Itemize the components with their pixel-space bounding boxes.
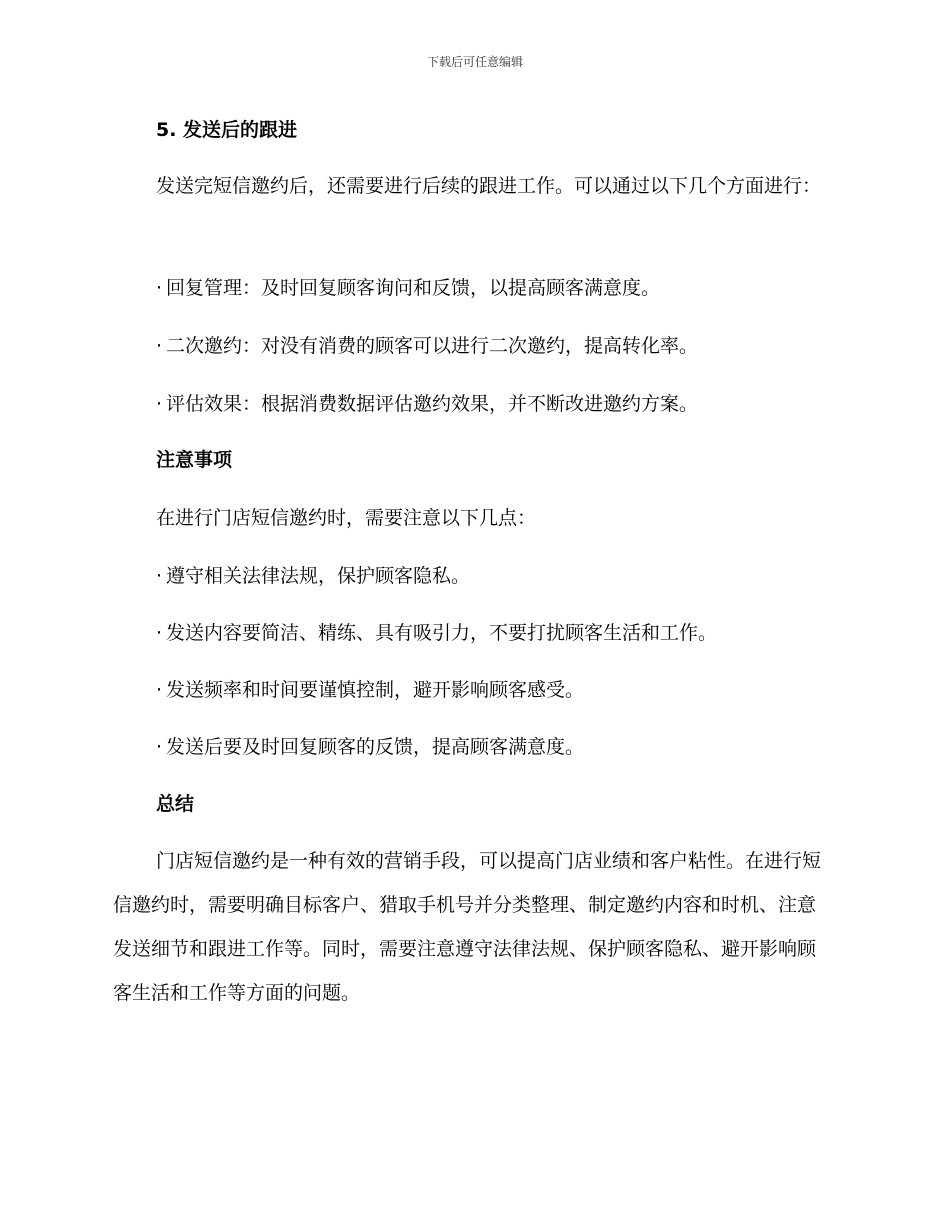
list-item-text: 评估效果：根据消费数据评估邀约效果，并不断改进邀约方案。	[166, 393, 699, 415]
section-heading-summary: 总结	[156, 793, 195, 815]
section-heading-followup: 5. 发送后的跟进	[156, 119, 298, 141]
bullet-dot: ·	[156, 736, 163, 758]
summary-paragraph: 门店短信邀约是一种有效的营销手段，可以提高门店业绩和客户粘性。在进行短信邀约时，需要明确目标客户、猎取手机号并分类整理、制定邀约内容和时机、注意发送细节和跟进工作等。同时，需要注意遵守法律法规、保护顾客隐私、避开影响顾客生活和工作等方面的问题。	[113, 850, 822, 1004]
list-item	[156, 729, 584, 765]
list-item-text: 发送频率和时间要谨慎控制，避开影响顾客感受。	[166, 679, 585, 701]
bullet-dot: ·	[156, 277, 163, 299]
bullet-dot: ·	[156, 679, 163, 701]
list-item-text: 二次邀约：对没有消费的顾客可以进行二次邀约，提高转化率。	[166, 335, 699, 357]
bullet-dot: ·	[156, 565, 163, 587]
list-item	[156, 615, 717, 651]
section-heading-notes: 注意事项	[156, 449, 233, 471]
list-item-text: 发送后要及时回复顾客的反馈，提高顾客满意度。	[166, 736, 585, 758]
list-item-text: 遵守相关法律法规，保护顾客隐私。	[166, 565, 471, 587]
list-item-text: 回复管理：及时回复顾客询问和反馈，以提高顾客满意度。	[166, 277, 661, 299]
bullet-dot: ·	[156, 335, 163, 357]
notes-intro-paragraph: 在进行门店短信邀约时，需要注意以下几点：	[156, 507, 537, 529]
list-item	[156, 328, 698, 364]
list-item	[156, 672, 584, 708]
bullet-dot: ·	[156, 622, 163, 644]
list-item	[156, 386, 698, 422]
bullet-dot: ·	[156, 393, 163, 415]
page-header: 下载后可任意编辑	[426, 55, 523, 69]
list-item-text: 发送内容要简洁、精练、具有吸引力，不要打扰顾客生活和工作。	[166, 622, 718, 644]
list-item	[156, 270, 660, 306]
list-item	[156, 558, 470, 594]
followup-intro-paragraph: 发送完短信邀约后，还需要进行后续的跟进工作。可以通过以下几个方面进行：	[156, 175, 822, 197]
